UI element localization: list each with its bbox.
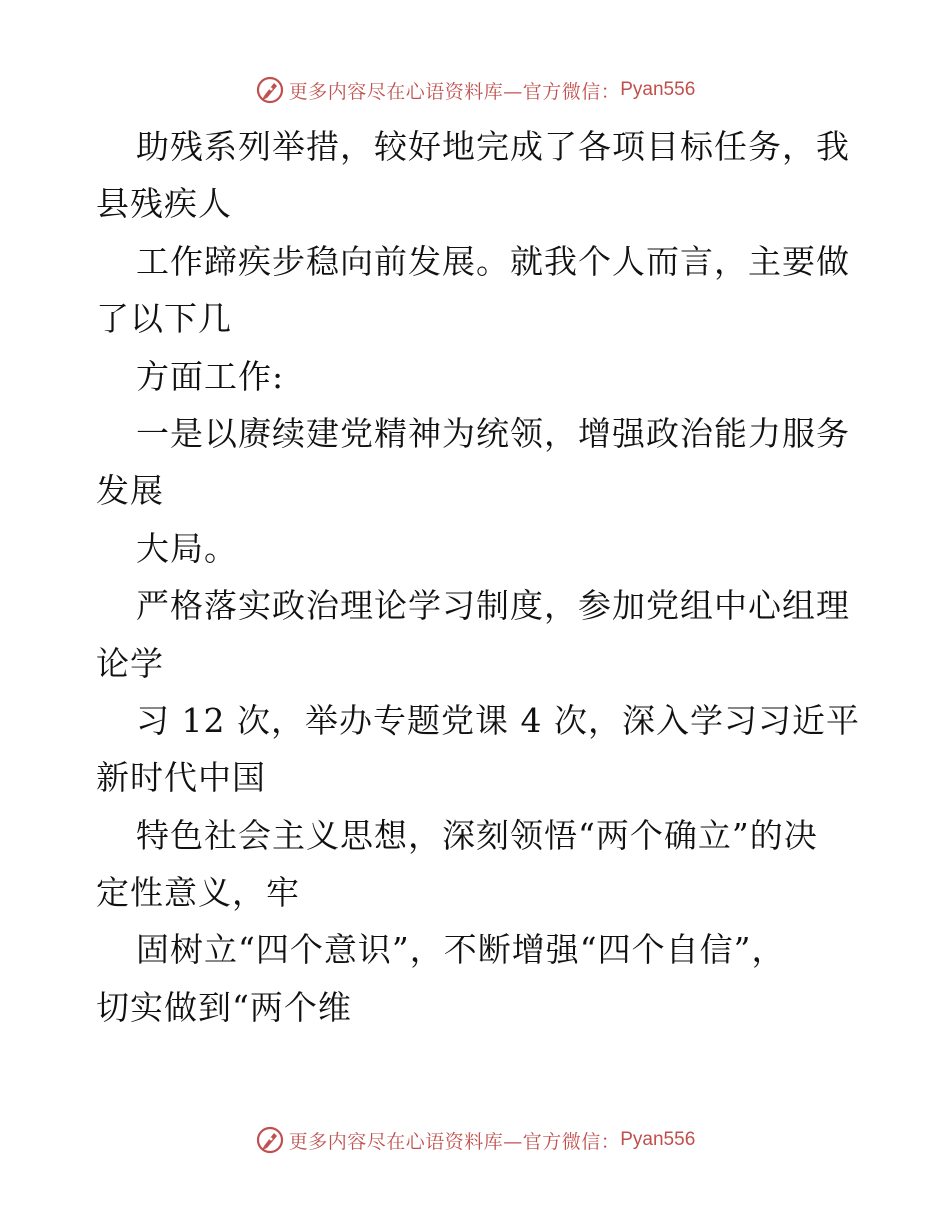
footer-banner-account: Pyan556 <box>620 1129 696 1150</box>
header-banner-account: Pyan556 <box>620 79 696 100</box>
text-line: 特色社会主义思想，深刻领悟“两个确立”的决 <box>136 815 818 855</box>
text-line: 固树立“四个意识”，不断增强“四个自信”， <box>136 930 786 970</box>
footer-banner-text: 更多内容尽在心语资料库—官方微信： <box>288 1130 621 1153</box>
text-line: 发展 <box>96 471 164 511</box>
text-line: 新时代中国 <box>96 758 266 798</box>
text-line: 定性意义，牢 <box>96 873 300 913</box>
header-banner-text: 更多内容尽在心语资料库—官方微信： <box>288 80 621 103</box>
pen-nib-logo-icon <box>255 1125 285 1155</box>
header-banner <box>0 70 950 110</box>
text-line: 方面工作: <box>136 356 285 396</box>
text-line: 一是以赓续建党精神为统领，增强政治能力服务 <box>136 413 850 453</box>
footer-banner <box>0 1120 950 1160</box>
text-line: 论学 <box>96 643 164 683</box>
text-line: 县残疾人 <box>96 184 232 224</box>
text-line: 大局。 <box>136 528 238 568</box>
text-line: 切实做到“两个维 <box>96 987 352 1027</box>
text-line: 助残系列举措，较好地完成了各项目标任务，我 <box>136 127 850 166</box>
text-line: 工作蹄疾步稳向前发展。就我个人而言，主要做 <box>136 241 850 281</box>
text-line: 习 12 次，举办专题党课 4 次，深入学习习近平 <box>136 700 860 740</box>
document-body <box>96 118 866 1036</box>
text-line: 了以下几 <box>96 299 232 339</box>
text-line: 严格落实政治理论学习制度，参加党组中心组理 <box>136 586 850 626</box>
pen-nib-logo-icon <box>255 75 285 105</box>
